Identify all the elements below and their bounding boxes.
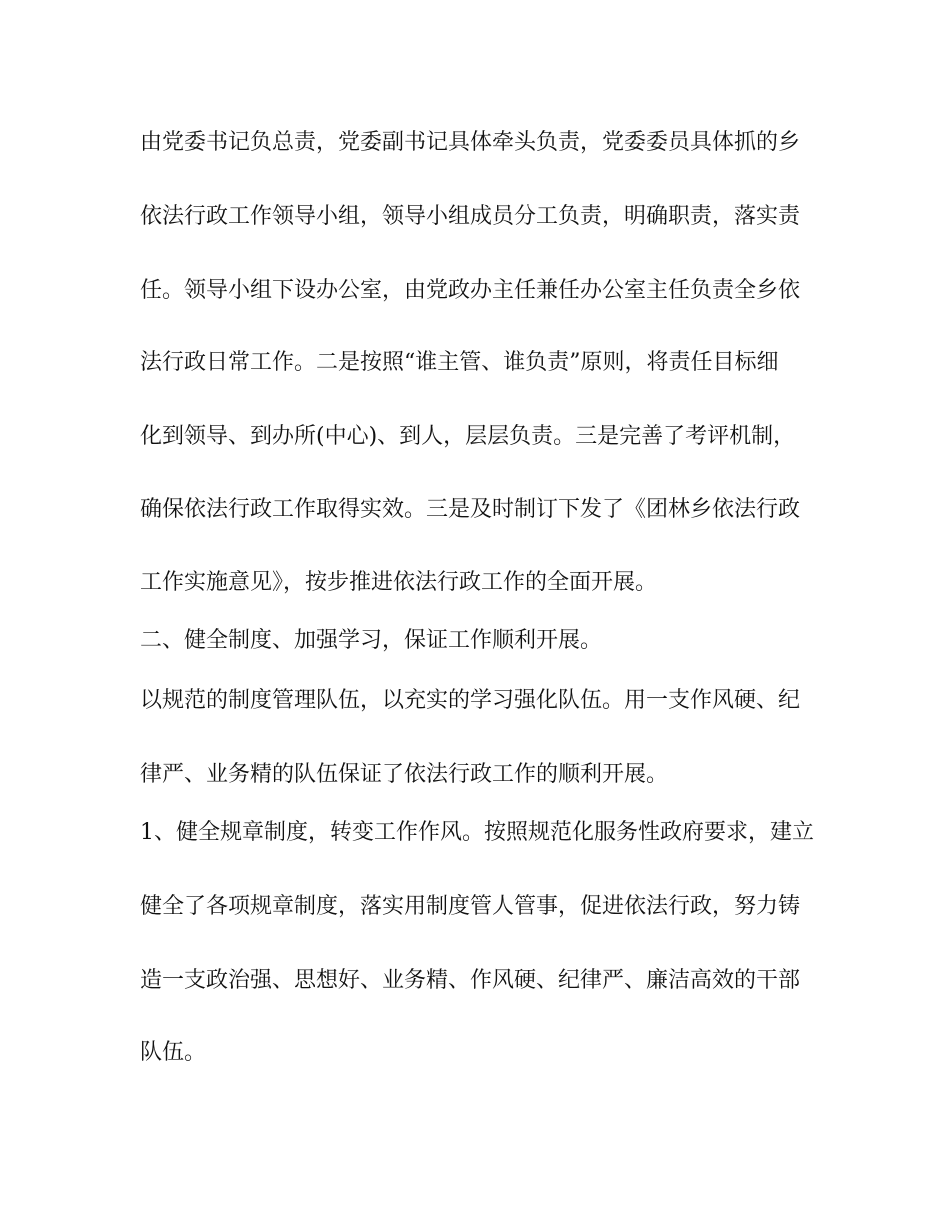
text-line: 队伍。 [140, 1040, 207, 1065]
text-line: 由党委书记负总责，党委副书记具体牵头负责，党委委员具体抓的乡 [140, 130, 801, 155]
text-line: 依法行政工作领导小组，领导小组成员分工负责，明确职责，落实责 [140, 204, 801, 229]
text-line: 律严、业务精的队伍保证了依法行政工作的顺利开展。 [140, 762, 669, 787]
text-line: 造一支政治强、思想好、业务精、作风硬、纪律严、廉洁高效的干部 [140, 968, 801, 993]
text-line: 健全了各项规章制度，落实用制度管人管事，促进依法行政，努力铸 [140, 894, 801, 919]
section-heading: 二、健全制度、加强学习，保证工作顺利开展。 [140, 628, 603, 653]
text-line: 以规范的制度管理队伍，以充实的学习强化队伍。用一支作风硬、纪 [140, 688, 801, 713]
text-line: 1、健全规章制度，转变工作作风。按照规范化服务性政府要求，建立 [140, 820, 814, 845]
text-line: 法行政日常工作。二是按照“谁主管、谁负责”原则，将责任目标细 [140, 350, 779, 375]
text-line: 任。领导小组下设办公室，由党政办主任兼任办公室主任负责全乡依 [140, 278, 801, 303]
text-line: 工作实施意见》，按步推进依法行政工作的全面开展。 [140, 570, 658, 595]
text-line: 化到领导、到办所(中心)、到人，层层负责。三是完善了考评机制， [140, 424, 796, 449]
text-line: 确保依法行政工作取得实效。三是及时制订下发了《团林乡依法行政 [140, 497, 801, 522]
